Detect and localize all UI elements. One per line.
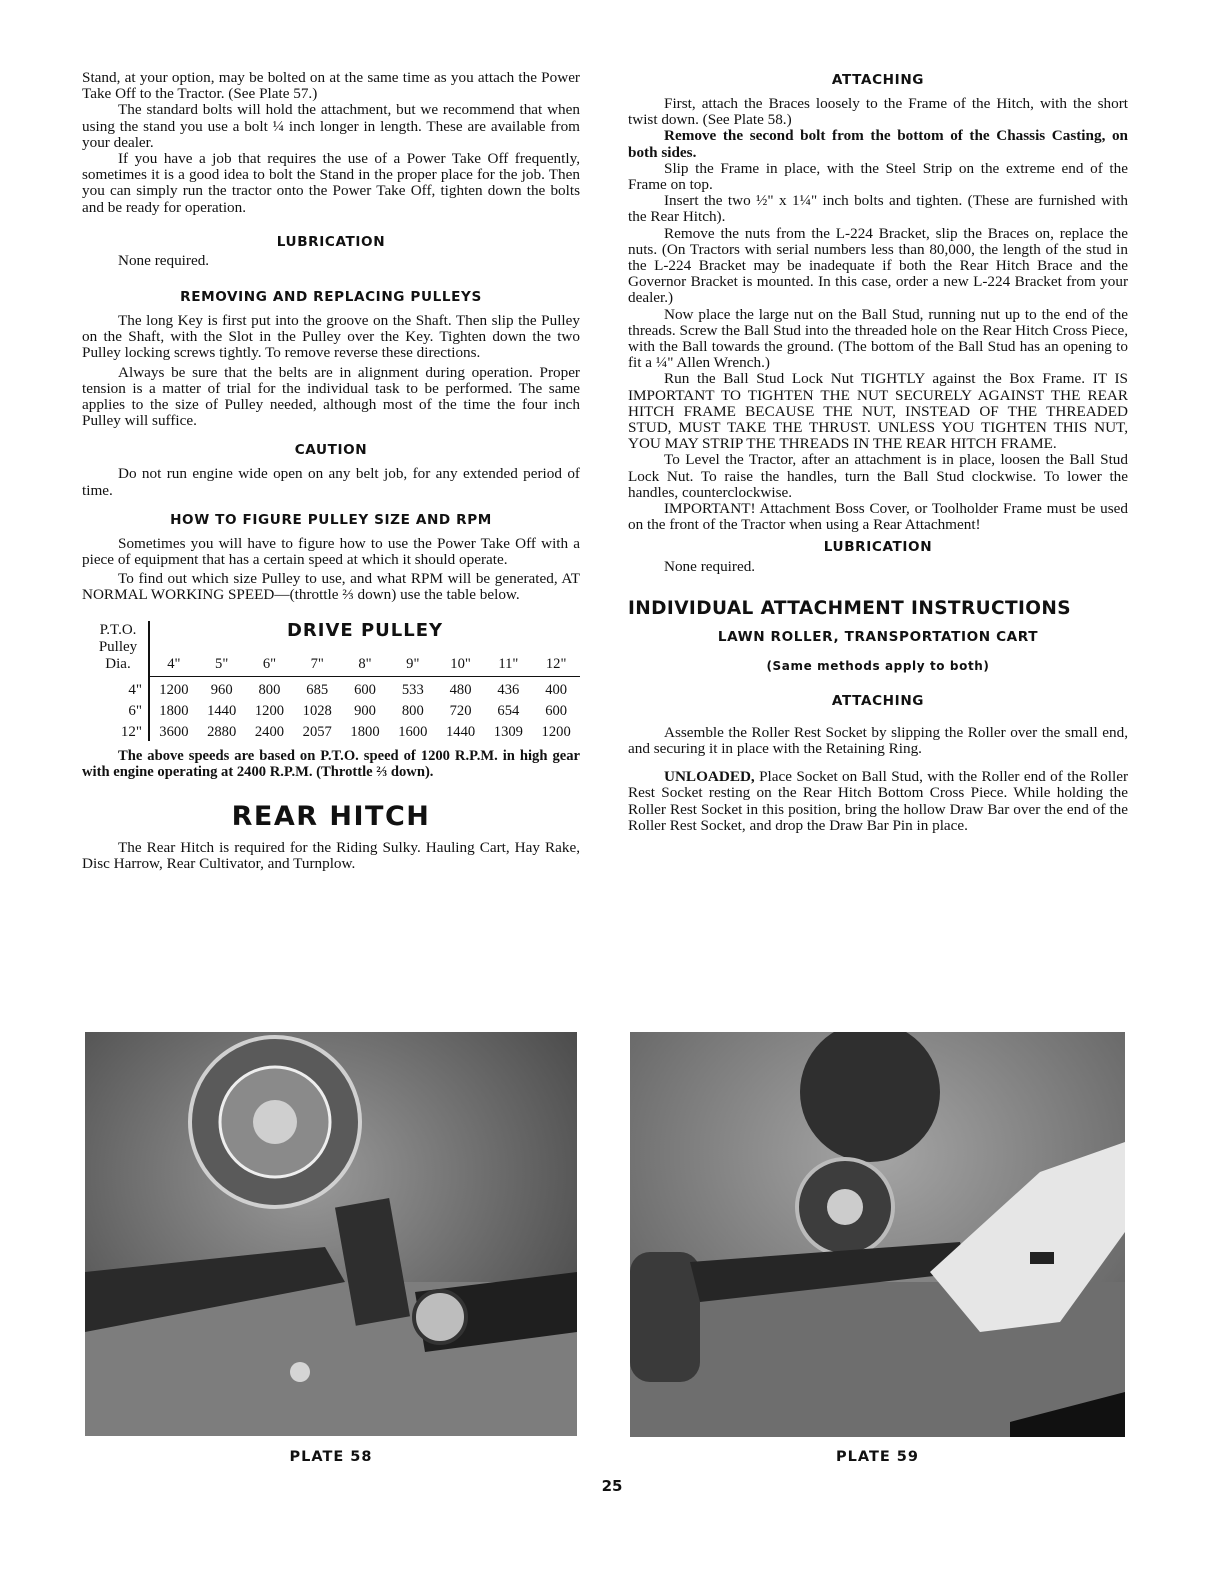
plate-58-label: PLATE 58 [289, 1449, 373, 1465]
plate-58-photo [85, 1032, 577, 1436]
table-cell: 960 [210, 681, 233, 698]
paragraph: If you have a job that requires the use of a Power Take Off frequently, sometimes it is a good idea to bolt the Stand in the proper place for the job. Then you can simply run the tractor onto the Power Take Off, tighten down the bolts and be ready for operation. [82, 150, 580, 216]
rear-hitch-title: REAR HITCH [231, 801, 431, 833]
pulley-rpm-table [82, 618, 580, 744]
column-header: 4" [167, 655, 181, 672]
table-cell: 800 [258, 681, 281, 698]
lubrication-heading: LUBRICATION [823, 539, 933, 556]
paragraph: The long Key is first put into the groove on the Shaft. Then slip the Pulley on the Shaft, with the Slot in the Pulley over the Key. Tighten down the two Pulley locking screws tightly. To remove reverse these directions. [82, 312, 580, 362]
paragraph: None required. [664, 558, 756, 576]
paragraph: UNLOADED, Place Socket on Ball Stud, with the Roller end of the Roller Rest Socket resting on the Rear Hitch Bottom Cross Piece. While holding the Roller Rest Socket in this position, bring the hollow Draw Bar over the end of the Roller Rest Socket, and drop the Draw Bar Pin in place. [628, 768, 1129, 834]
rear-hitch-photo-illustration [85, 1032, 577, 1436]
pulleys-heading: REMOVING AND REPLACING PULLEYS [180, 289, 482, 306]
table-cell: 480 [449, 681, 472, 698]
paragraph: To find out which size Pulley to use, and what RPM will be generated, AT NORMAL WORKING SPEED—(throttle ⅔ down) use the table below. [82, 570, 580, 604]
paragraph: Sometimes you will have to figure how to use the Power Take Off with a piece of equipment that has a certain speed at which it should operate. [82, 534, 580, 569]
roller-socket-photo-illustration [630, 1032, 1125, 1437]
table-cell: 720 [449, 702, 472, 719]
table-cell: 1800 [350, 723, 380, 740]
table-cell: 600 [354, 681, 376, 698]
table-cell: 1200 [159, 681, 189, 698]
table-cell: 1440 [207, 702, 237, 719]
lawn-roller-heading: LAWN ROLLER, TRANSPORTATION CART [717, 628, 1039, 645]
paragraph: Now place the large nut on the Ball Stud, running nut up to the end of the threads. Screw the Ball Stud into the threaded hole on the Rear Hitch Cross Piece, with the Ball towards the ground. (The bottom of the Ball Stud has an opening to fit a ¼" Allen Wrench.) [628, 305, 1128, 372]
attaching-heading: ATTACHING [831, 692, 925, 709]
column-header: 11" [498, 655, 519, 672]
table-cell: 800 [401, 702, 424, 719]
caution-heading: CAUTION [294, 442, 368, 459]
column-header: 8" [358, 655, 372, 672]
table-cell: 3600 [159, 723, 189, 740]
table-header-row [150, 656, 580, 673]
table-row [82, 703, 580, 720]
paragraph: None required. [118, 251, 210, 269]
table-cell: 1800 [159, 702, 189, 719]
table-rule [150, 676, 580, 678]
left-column [82, 70, 580, 873]
rpm-heading: HOW TO FIGURE PULLEY SIZE AND RPM [170, 511, 492, 528]
paragraph: Remove the second bolt from the bottom of the Chassis Casting, on both sides. [628, 127, 1128, 161]
table-cell: 1028 [302, 702, 332, 719]
column-header: 5" [215, 655, 229, 672]
column-header: 6" [262, 655, 277, 672]
table-cell: 400 [545, 681, 568, 698]
paragraph: The Rear Hitch is required for the Riding Sulky. Hauling Cart, Hay Rake, Disc Harrow, Rear Cultivator, and Turnplow. [82, 839, 580, 873]
paragraph: Insert the two ½" x 1¼" inch bolts and tighten. (These are furnished with the Rear Hitch). [628, 192, 1128, 226]
drive-pulley-title: DRIVE PULLEY [286, 619, 444, 641]
table-note: The above speeds are based on P.T.O. speed of 1200 R.P.M. in high gear with engine operating at 2400 R.P.M. (Throttle ⅔ down). [82, 747, 580, 781]
individual-attachment-title: INDIVIDUAL ATTACHMENT INSTRUCTIONS [628, 597, 1072, 619]
same-methods-note: (Same methods apply to both) [766, 658, 990, 673]
table-cell: 1600 [398, 723, 428, 740]
table-row [82, 724, 580, 741]
column-header: 12" [545, 655, 567, 672]
paragraph: Always be sure that the belts are in alignment during operation. Proper tension is a matter of trial for the individual task to be performed. The same applies to the size of Pulley needed, although most of the time the four inch Pulley will suffice. [82, 363, 580, 430]
lubrication-heading: LUBRICATION [276, 233, 386, 250]
paragraph: Run the Ball Stud Lock Nut TIGHTLY against the Box Frame. IT IS IMPORTANT TO TIGHTEN THE NUT SECURELY AGAINST THE REAR HITCH FRAME BECAUSE THE NUT, INSTEAD OF THE THREADED STUD, MUST TAKE THE THRUST. UNLESS YOU TIGHTEN THIS NUT, YOU MAY STRIP THE THREADS IN THE REAR HITCH FRAME. [628, 370, 1128, 453]
table-cell: 600 [545, 702, 568, 719]
table-cell: 2880 [207, 723, 237, 740]
column-header: 9" [406, 655, 420, 672]
paragraph: Remove the nuts from the L-224 Bracket, slip the Braces on, replace the nuts. (On Tractors with serial numbers less than 80,000, the length of the stud in the L-224 Bracket may be inadequate if both the Rear Hitch Brace and the Governor Bracket is mounted. In this case, order a new L-224 Bracket from your dealer.) [628, 224, 1128, 307]
table-cell: 1200 [254, 702, 285, 719]
page-number: 25 [601, 1477, 623, 1495]
paragraph: Slip the Frame in place, with the Steel Strip on the extreme end of the Frame on top. [628, 159, 1128, 194]
paragraph: The standard bolts will hold the attachment, but we recommend that when using the stand you use a bolt ¼ inch longer in length. These are available from your dealer. [82, 101, 580, 151]
attaching-heading: ATTACHING [831, 72, 925, 88]
table-cell: 900 [354, 702, 376, 719]
table-cell: 654 [497, 702, 520, 719]
row-header: 6" [128, 702, 142, 719]
table-cell: 1309 [493, 723, 523, 740]
table-cell: 1440 [445, 723, 476, 740]
paragraph: IMPORTANT! Attachment Boss Cover, or Toolholder Frame must be used on the front of the Tractor when using a Rear Attachment! [628, 500, 1128, 534]
paragraph: To Level the Tractor, after an attachment is in place, loosen the Ball Stud Lock Nut. To raise the handles, turn the Ball Stud clockwise. To lower the handles, counterclockwise. [628, 451, 1128, 501]
table-cell: 2057 [302, 723, 332, 740]
row-header: 4" [128, 681, 142, 698]
plate-59-label: PLATE 59 [836, 1449, 919, 1465]
table-cell: 533 [401, 681, 424, 698]
plate-59-photo [630, 1032, 1125, 1437]
column-header: 7" [310, 655, 324, 672]
unloaded-label: UNLOADED, [664, 768, 755, 786]
paragraph: Do not run engine wide open on any belt job, for any extended period of time. [82, 465, 580, 499]
table-cell: 1200 [541, 723, 571, 740]
table-cell: 685 [306, 681, 329, 698]
column-header: 10" [450, 655, 471, 672]
paragraph: First, attach the Braces loosely to the Frame of the Hitch, with the short twist down. (See Plate 58.) [628, 95, 1128, 129]
paragraph: Assemble the Roller Rest Socket by slipping the Roller over the small end, and securing it in place with the Retaining Ring. [628, 723, 1128, 757]
paragraph: Stand, at your option, may be bolted on at the same time as you attach the Power Take Off to the Tractor. (See Plate 57.) [82, 69, 580, 103]
right-column [628, 70, 1128, 834]
table-cell: 2400 [254, 723, 285, 740]
table-cell: 436 [497, 681, 520, 698]
row-header: 12" [120, 723, 142, 740]
table-row [82, 682, 580, 699]
pto-pulley-label: P.T.O. Pulley Dia. [98, 621, 138, 672]
